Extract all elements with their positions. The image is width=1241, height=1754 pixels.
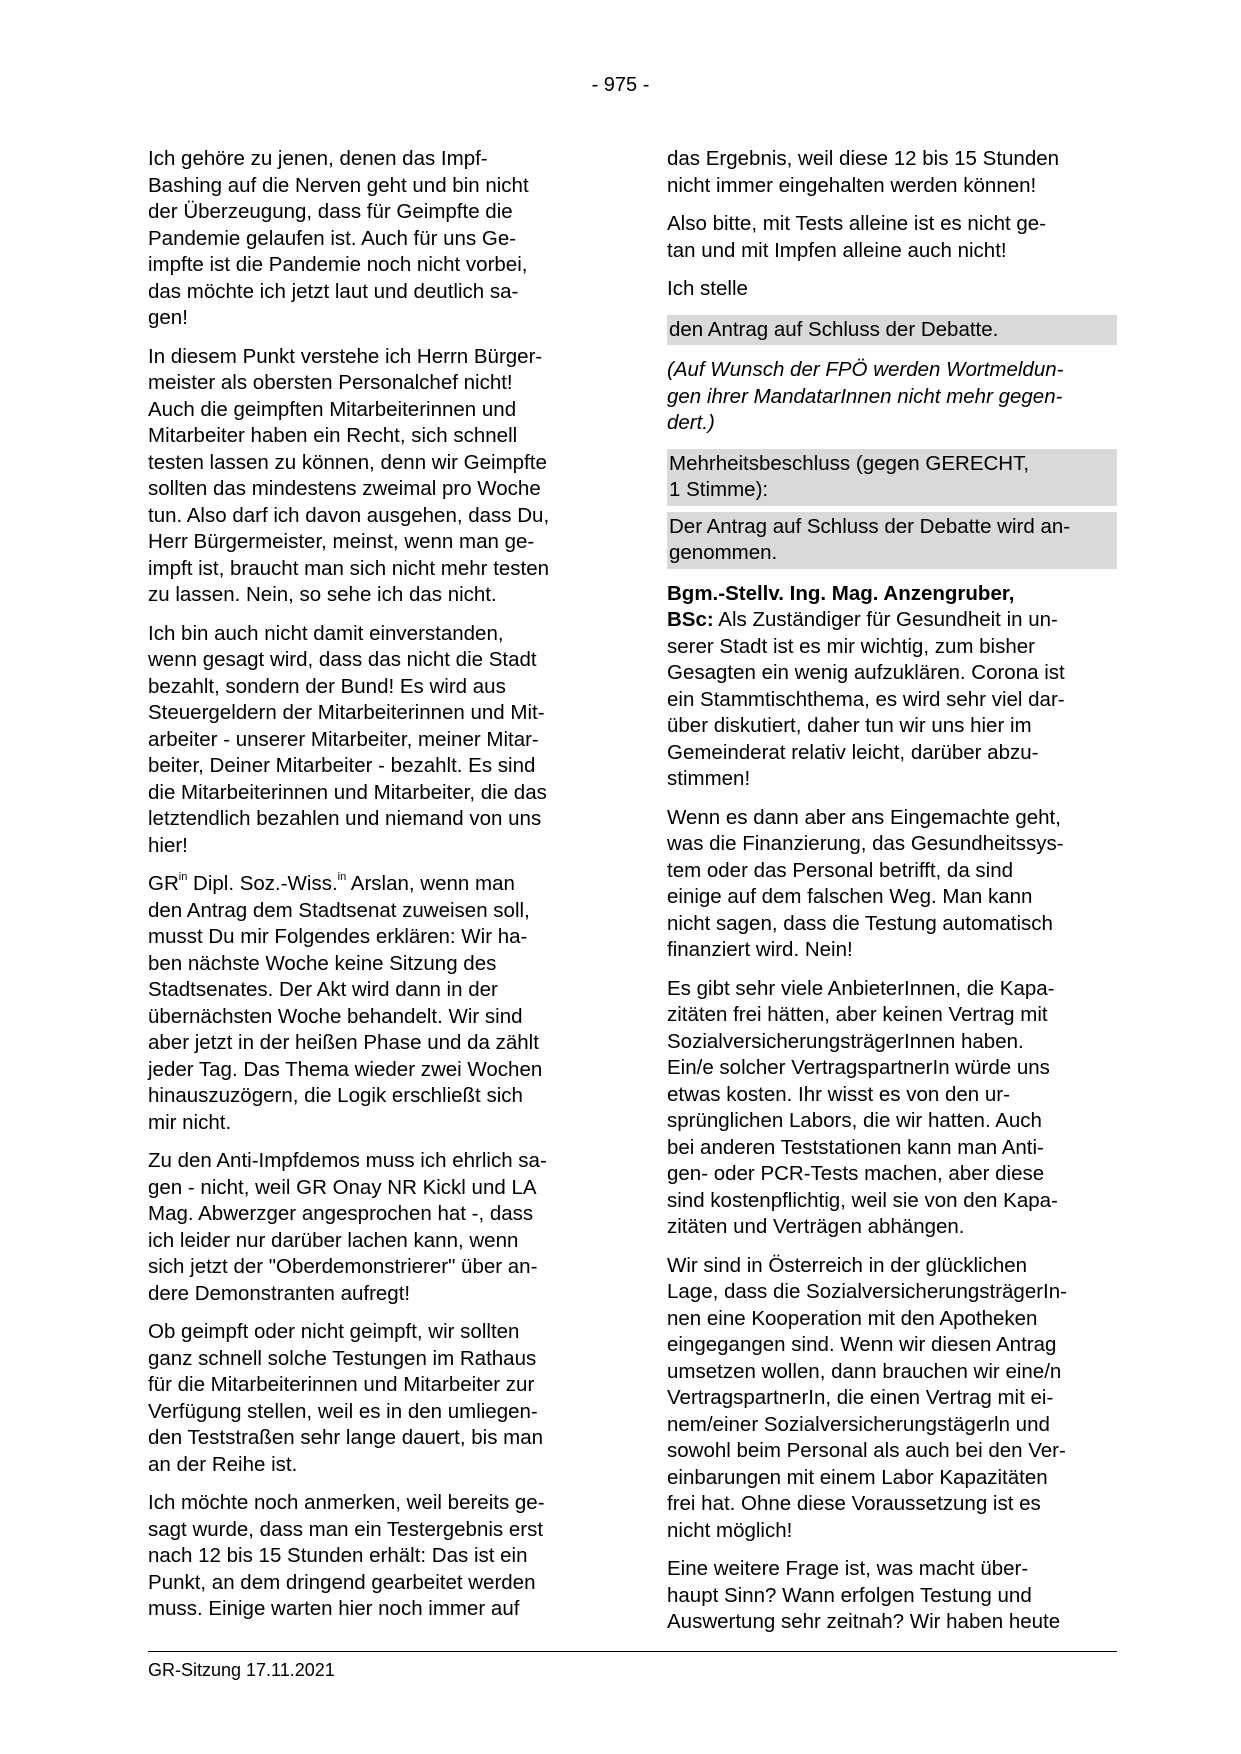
paragraph: Also bitte, mit Tests alleine ist es nicht ge- tan und mit Impfen alleine auch nicht! <box>667 212 1047 262</box>
motion-box: den Antrag auf Schluss der Debatte. <box>667 315 1117 346</box>
result-box: Der Antrag auf Schluss der Debatte wird an- genommen. <box>667 512 1117 569</box>
vote-box: Mehrheitsbeschluss (gegen GERECHT, 1 Stimme): <box>667 449 1117 506</box>
right-column <box>667 146 1117 1648</box>
editorial-note: (Auf Wunsch der FPÖ werden Wortmeldun- gen ihrer MandatarInnen nicht mehr gegen- dert.) <box>667 358 1064 434</box>
paragraph: Ich möchte noch anmerken, weil bereits ge- sagt wurde, dass man ein Testergebnis erst nach 12 bis 15 Stunden erhält: Das ist ein Punkt, an dem dringend gearbeitet werden muss. Einige warten hier noch immer auf <box>148 1491 545 1620</box>
paragraph: In diesem Punkt verstehe ich Herrn Bürger- meister als obersten Personalchef nicht! Auch die geimpften Mitarbeiterinnen und Mitarbeiter haben ein Recht, sich schnell testen lassen zu können, denn wir Geimpfte sollten das mindestens zweimal pro Woche tun. Also darf ich davon ausgehen, dass Du, Herr Bürgermeister, meinst, wenn man ge- impft ist, braucht man sich nicht mehr testen zu lassen. Nein, so sehe ich das nicht. <box>148 344 550 606</box>
paragraph: Ich stelle <box>667 277 748 300</box>
paragraph: Zu den Anti-Impfdemos muss ich ehrlich sa- gen - nicht, weil GR Onay NR Kickl und LA Mag. Abwerzger angesprochen hat -, dass ich leider nur darüber lachen kann, wenn sich jetzt der "Oberdemonstrierer" über an- dere Demonstranten aufregt! <box>148 1149 547 1305</box>
paragraph: Eine weitere Frage ist, was macht über- haupt Sinn? Wann erfolgen Testung und Auswertung sehr zeitnah? Wir haben heute <box>667 1557 1061 1633</box>
paragraph: Es gibt sehr viele AnbieterInnen, die Kapa- zitäten frei hätten, aber keinen Vertrag mit SozialversicherungsträgerInnen haben. Ein/e solcher VertragspartnerIn würde uns etwas kosten. Ihr wisst es von den ur- sprünglichen Labors, die wir hatten. Auch bei anderen Teststationen kann man Anti- gen- oder PCR-Tests machen, aber diese sind kostenpflichtig, weil sie von den Kapa- zitäten und Verträgen abhängen. <box>667 976 1058 1238</box>
paragraph: Ob geimpft oder nicht geimpft, wir sollten ganz schnell solche Testungen im Rathaus für die Mitarbeiterinnen und Mitarbeiter zur Verfügung stellen, weil es in den umliegen- den Teststraßen sehr lange dauert, bis man an der Reihe ist. <box>148 1320 544 1476</box>
page-number: - 975 - <box>591 74 650 96</box>
left-column <box>148 146 590 1635</box>
footer-divider <box>148 1651 1117 1652</box>
speaker-name: Bgm.-Stellv. Ing. Mag. Anzengruber, BSc: <box>667 581 1015 631</box>
footer-text: GR-Sitzung 17.11.2021 <box>148 1660 335 1680</box>
paragraph-gr: $GR^{in}$ Dipl. Soz.-Wiss.$^{in}$ Arslan, wenn man den Antrag dem Stadtsenat zuweisen soll, musst Du mir Folgendes erklären: Wir ha- ben nächste Woche keine Sitzung des Stadtsenates. Der Akt wird dann in der übernächsten Woche behandelt. Wir sind aber jetzt in der heißen Phase und da zählt jeder Tag. Das Thema wieder zwei Wochen hinauszuzögern, die Logik erschließt sich mir nicht. <box>148 871 543 1134</box>
paragraph: Wir sind in Österreich in der glücklichen Lage, dass die SozialversicherungsträgerIn- nen eine Kooperation mit den Apotheken eingegangen sind. Wenn wir diesen Antrag umsetzen wollen, dann brauchen wir eine/n VertragspartnerIn, die einen Vertrag mit ei- nem/einer Sozialversicherungstägerln und sowohl beim Personal als auch bei den Ver- einbarungen mit einem Labor Kapazitäten frei hat. Ohne diese Voraussetzung ist es nicht möglich! <box>667 1253 1067 1542</box>
paragraph: Wenn es dann aber ans Eingemachte geht, was die Finanzierung, das Gesundheitssys- tem oder das Personal betrifft, da sind einige auf dem falschen Weg. Man kann nicht sagen, dass die Testung automatisch finanziert wird. Nein! <box>667 805 1064 961</box>
speaker-paragraph: Bgm.-Stellv. Ing. Mag. Anzengruber, BSc: Als Zuständiger für Gesundheit in un- serer Stadt ist es mir wichtig, zum bisher Gesagten ein wenig aufzuklären. Corona ist ein Stammtischthema, es wird sehr viel dar- über diskutiert, daher tun wir uns hier im Gemeinderat relativ leicht, darüber abzu- stimmen! <box>667 581 1065 790</box>
paragraph: Ich bin auch nicht damit einverstanden, wenn gesagt wird, dass das nicht die Stadt bezahlt, sondern der Bund! Es wird aus Steuergeldern der Mitarbeiterinnen und Mit- arbeiter - unserer Mitarbeiter, meiner Mitar- beiter, Deiner Mitarbeiter - bezahlt. Es sind die Mitarbeiterinnen und Mitarbeiter, die das letztendlich bezahlen und niemand von uns hier! <box>148 621 547 857</box>
paragraph: Ich gehöre zu jenen, denen das Impf- Bashing auf die Nerven geht und bin nicht der Überzeugung, dass für Geimpfte die Pandemie gelaufen ist. Auch für uns Ge- impfte ist die Pandemie noch nicht vorbei, das möchte ich jetzt laut und deutlich sa- gen! <box>148 147 529 329</box>
paragraph: das Ergebnis, weil diese 12 bis 15 Stunden nicht immer eingehalten werden können! <box>667 147 1060 197</box>
